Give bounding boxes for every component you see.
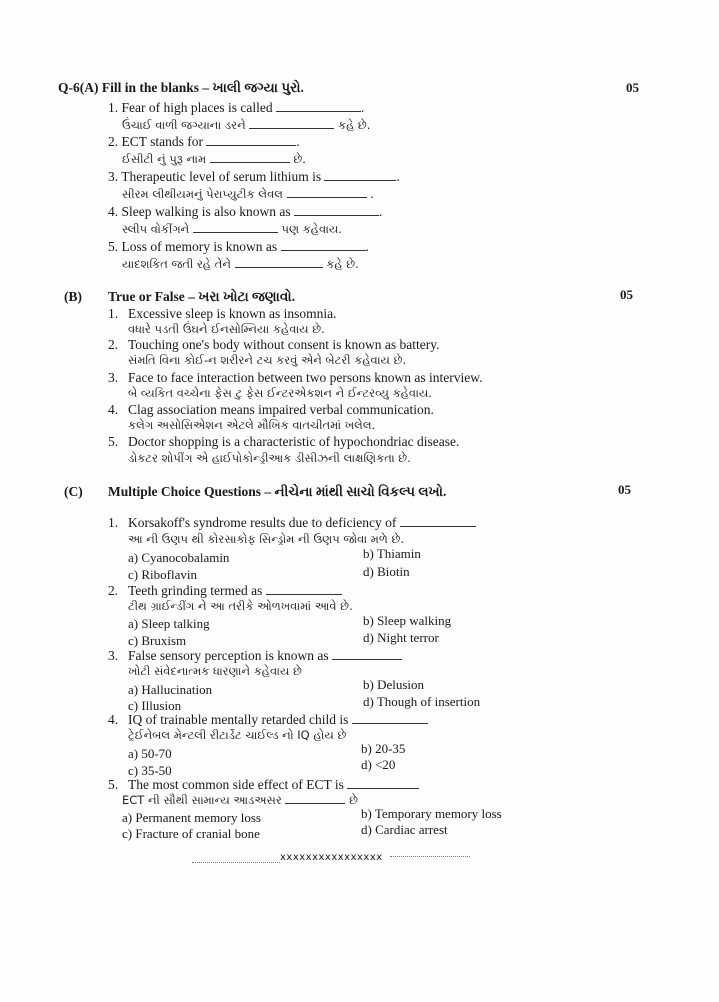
option-a: a) Permanent memory loss bbox=[122, 810, 261, 825]
item-number: 1. bbox=[108, 306, 119, 321]
section-a-item-1-gu bbox=[122, 118, 370, 133]
option-b: b) Thiamin bbox=[363, 546, 421, 561]
item-text-en: Sleep walking is also known as bbox=[121, 204, 291, 219]
section-b-item-3 bbox=[108, 370, 483, 386]
option-a: a) 50-70 bbox=[128, 746, 172, 761]
section-c-label: (C) bbox=[64, 484, 83, 499]
item-number: 1. bbox=[108, 100, 119, 115]
section-b-item-4-gu: કલેગ અસોસિએશન એટલે મૌખિક વાતચીતમાં ખલેલ. bbox=[128, 418, 376, 432]
item-text-en: Excessive sleep is known as insomnia. bbox=[128, 306, 337, 321]
item-number: 2. bbox=[108, 583, 119, 598]
item-number: 2. bbox=[108, 134, 119, 149]
item-text-en: Therapeutic level of serum lithium is bbox=[121, 169, 322, 184]
option-d: d) Cardiac arrest bbox=[361, 822, 448, 837]
item-text-gu-end: કહે છે. bbox=[337, 118, 371, 132]
section-a-item-5: 5. Loss of memory is known as . bbox=[108, 239, 369, 254]
item-text-en: Touching one's body without consent is known as battery. bbox=[128, 337, 440, 352]
option-b: b) Sleep walking bbox=[363, 613, 452, 628]
section-b-item-5 bbox=[108, 434, 459, 450]
item-text-gu: ઈસીટી નું પુરૂ નામ bbox=[122, 152, 207, 166]
item-text-gu: સ્લીપ વોકીંગને bbox=[122, 222, 190, 236]
item-text-en: Clag association means impaired verbal communication. bbox=[128, 402, 434, 417]
section-c-item-4-gu: ટ્રેઈનેબલ મેન્ટલી રીટાર્ડેટ ચાઈલ્ડ નો IQ હોય છે bbox=[128, 728, 347, 742]
section-b-heading: True or False – ખરા ખોટા જણાવો. bbox=[108, 289, 296, 304]
answer-blank bbox=[294, 205, 379, 216]
option-c: c) Bruxism bbox=[128, 633, 187, 648]
end-dotted-line-left bbox=[192, 862, 280, 863]
item-text-en: IQ of trainable mentally retarded child is bbox=[128, 712, 349, 727]
section-b-label: (B) bbox=[64, 289, 82, 304]
item-number: 3. bbox=[108, 648, 119, 663]
item-text-gu-end: . bbox=[370, 187, 374, 201]
section-a-item-3: 3. Therapeutic level of serum lithium is . bbox=[108, 169, 400, 184]
item-text-en: Korsakoff's syndrome results due to deficiency of bbox=[128, 515, 397, 530]
item-text-en: Loss of memory is known as bbox=[121, 239, 278, 254]
section-c-item-5 bbox=[108, 777, 419, 793]
option-d: d) Though of insertion bbox=[363, 694, 481, 709]
item-number: 5. bbox=[108, 777, 119, 792]
section-c-item-3 bbox=[108, 648, 402, 664]
item-number: 4. bbox=[108, 712, 119, 727]
answer-blank bbox=[249, 118, 334, 129]
option-b: b) Delusion bbox=[363, 677, 425, 692]
item-text-gu-end: છે. bbox=[293, 152, 306, 166]
option-c: c) Fracture of cranial bone bbox=[122, 826, 260, 841]
section-b-marks: 05 bbox=[620, 287, 633, 302]
section-a-item-4-gu bbox=[122, 222, 342, 237]
option-b: b) 20-35 bbox=[361, 741, 406, 756]
item-text-en: Doctor shopping is a characteristic of hypochondriac disease. bbox=[128, 434, 460, 449]
item-number: 5. bbox=[108, 434, 119, 449]
item-text-en: False sensory perception is known as bbox=[128, 648, 329, 663]
section-b-item-3-gu: બે વ્યકિત વચ્ચેના ફેસ ટુ ફેસ ઈન્ટરએકશન ને ઈન્ટરવ્યુ કહેવાય. bbox=[128, 386, 432, 400]
answer-blank bbox=[281, 240, 366, 251]
section-b-item-1-gu: વધારે પડતી ઉંઘને ઈનસોમ્નિયા કહેવાય છે. bbox=[128, 322, 325, 336]
section-c-item-5-gu bbox=[122, 793, 358, 808]
section-c-item-1 bbox=[108, 515, 476, 531]
section-a-item-2: 2. ECT stands for . bbox=[108, 134, 300, 149]
section-c-item-1-gu: આ ની ઉણપ થી કોરસાકોફ સિન્ડ્રોમ ની ઉણપ જોવા મળે છે. bbox=[128, 532, 405, 546]
answer-blank bbox=[276, 101, 361, 112]
end-dotted-line-right bbox=[390, 856, 470, 857]
answer-blank bbox=[400, 516, 476, 527]
section-a-item-5-gu bbox=[122, 257, 359, 272]
answer-blank bbox=[347, 778, 419, 789]
item-text-gu: ઉંચાઈ વાળી જગ્યાના ડરને bbox=[122, 118, 246, 132]
section-b-item-4 bbox=[108, 402, 434, 418]
item-text-gu-end: છે bbox=[349, 793, 358, 807]
answer-blank bbox=[266, 584, 342, 595]
answer-blank bbox=[285, 793, 345, 804]
answer-blank bbox=[352, 713, 428, 724]
item-number: 4. bbox=[108, 402, 119, 417]
option-a: a) Cyanocobalamin bbox=[128, 550, 230, 565]
section-c-heading: Multiple Choice Questions – નીચેના માંથી સાચો વિકલ્પ લખો. bbox=[108, 484, 447, 499]
item-number: 3. bbox=[108, 370, 119, 385]
item-text-gu: યાદશકિત જતી રહે તેને bbox=[122, 257, 231, 271]
section-a-heading: Q-6(A) Fill in the blanks – ખાલી જગ્યા પુરો. bbox=[58, 80, 304, 95]
item-number: 1. bbox=[108, 515, 119, 530]
answer-blank bbox=[210, 152, 290, 163]
answer-blank bbox=[332, 649, 402, 660]
section-c-item-4 bbox=[108, 712, 428, 728]
section-c-item-3-gu: ખોટી સંવેદનાત્મક ધારણાને કહેવાય છે bbox=[128, 664, 302, 678]
section-b-item-2 bbox=[108, 337, 439, 353]
answer-blank bbox=[206, 135, 296, 146]
item-text-en: Fear of high places is called bbox=[121, 100, 273, 115]
item-text-gu-end: પણ કહેવાય. bbox=[281, 222, 343, 236]
section-b-item-2-gu: સંમતિ વિના કોઈ-ન શરીરને ટચ કરવું એને બેટરી કહેવાય છે. bbox=[128, 353, 407, 367]
section-c-item-2-gu: ટીથ ગ્રાઈન્ડીંગ ને આ તરીકે ઓળખવામાં આવે છે. bbox=[128, 599, 353, 613]
option-a: a) Sleep talking bbox=[128, 616, 210, 631]
option-c: c) Riboflavin bbox=[128, 567, 197, 582]
item-text-en: Face to face interaction between two persons known as interview. bbox=[128, 370, 483, 385]
section-a-item-4: 4. Sleep walking is also known as . bbox=[108, 204, 383, 219]
option-a: a) Hallucination bbox=[128, 682, 213, 697]
answer-blank bbox=[193, 222, 278, 233]
item-number: 2. bbox=[108, 337, 119, 352]
section-c-marks: 05 bbox=[618, 482, 631, 497]
item-number: 3. bbox=[108, 169, 119, 184]
item-text-gu: ECT ની સૌથી સામાન્ય આડઅસર bbox=[122, 793, 282, 807]
end-marker: xxxxxxxxxxxxxxxx bbox=[280, 852, 383, 863]
section-b-item-5-gu: ડોકટર શોપીંગ એ હાઈપોકોન્ડ્રીઆક ડીસીઝની લાક્ષણિકતા છે. bbox=[128, 451, 411, 465]
item-text-en: Teeth grinding termed as bbox=[128, 583, 263, 598]
item-number: 4. bbox=[108, 204, 119, 219]
item-number: 5. bbox=[108, 239, 119, 254]
answer-blank bbox=[324, 170, 396, 181]
option-b: b) Temporary memory loss bbox=[361, 806, 502, 821]
section-a-marks: 05 bbox=[626, 80, 639, 95]
answer-blank bbox=[287, 187, 367, 198]
item-text-gu: સીરમ લીથીયમનું પેરાપ્યુટીક લેવલ bbox=[122, 187, 283, 201]
option-c: c) Illusion bbox=[128, 698, 182, 713]
section-a-item-3-gu bbox=[122, 187, 374, 202]
option-c: c) 35-50 bbox=[128, 763, 172, 778]
section-a-item-1: 1. Fear of high places is called . bbox=[108, 100, 365, 115]
item-text-en: ECT stands for bbox=[121, 134, 203, 149]
section-a-item-2-gu bbox=[122, 152, 306, 167]
option-d: d) Night terror bbox=[363, 630, 439, 645]
answer-blank bbox=[235, 257, 323, 268]
item-text-en: The most common side effect of ECT is bbox=[128, 777, 344, 792]
section-b-item-1 bbox=[108, 306, 336, 322]
option-d: d) Biotin bbox=[363, 564, 410, 579]
item-text-gu-end: કહે છે. bbox=[326, 257, 359, 271]
section-c-item-2 bbox=[108, 583, 342, 599]
option-d: d) <20 bbox=[361, 757, 396, 772]
